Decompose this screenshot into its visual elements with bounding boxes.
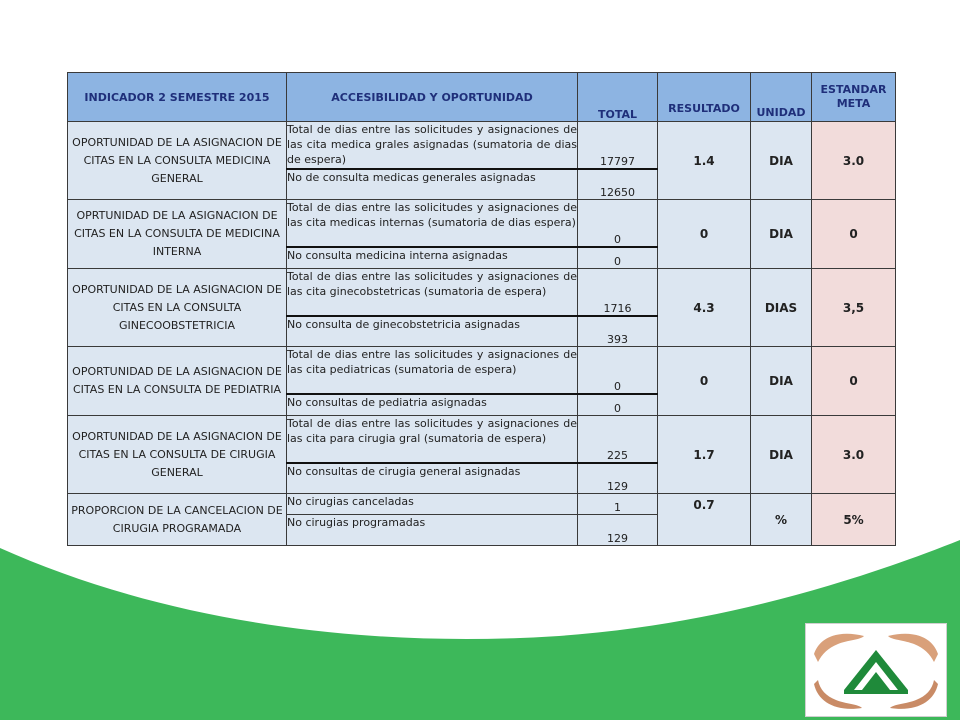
- numerator-text: Total de dias entre las solicitudes y asignaciones de las cita pediatricas (sumatoria de espera): [287, 348, 577, 376]
- hands-house-logo-icon: [806, 624, 946, 716]
- indicator-name: OPORTUNIDAD DE LA ASIGNACION DE CITAS EN LA CONSULTA MEDICINA GENERAL: [68, 122, 287, 200]
- indicator-name: OPRTUNIDAD DE LA ASIGNACION DE CITAS EN LA CONSULTA DE MEDICINA INTERNA: [68, 200, 287, 269]
- total-denominator: 0: [578, 247, 658, 269]
- resultado-value: 0: [658, 200, 751, 269]
- total-numerator: 0: [578, 347, 658, 394]
- indicator-denominator-desc: No cirugias programadas: [287, 515, 578, 546]
- table-header-row: [68, 73, 896, 122]
- indicator-name: PROPORCION DE LA CANCELACION DE CIRUGIA PROGRAMADA: [68, 494, 287, 546]
- indicator-denominator-desc: No consultas de cirugia general asignadas: [287, 463, 578, 494]
- indicator-denominator-desc: No consulta de ginecobstetricia asignadas: [287, 316, 578, 347]
- indicators-table: [67, 72, 896, 546]
- indicator-numerator-desc: [287, 122, 578, 169]
- table-row: [68, 494, 896, 515]
- meta-value: 3.0: [812, 416, 896, 494]
- indicator-numerator-desc: [287, 416, 578, 463]
- resultado-value: 0.7: [658, 494, 751, 546]
- total-numerator: 0: [578, 200, 658, 247]
- header-unidad: UNIDAD: [751, 73, 812, 122]
- indicator-denominator-desc: No consulta medicina interna asignadas: [287, 247, 578, 269]
- indicator-name: OPORTUNIDAD DE LA ASIGNACION DE CITAS EN LA CONSULTA DE PEDIATRIA: [68, 347, 287, 416]
- unidad-value: DIA: [751, 416, 812, 494]
- indicator-numerator-desc: No cirugias canceladas: [287, 494, 578, 515]
- header-accesibilidad: ACCESIBILIDAD Y OPORTUNIDAD: [287, 73, 578, 122]
- total-denominator: 129: [578, 463, 658, 494]
- numerator-text: Total de dias entre las solicitudes y asignaciones de las cita medicas internas (sumatoria de dias espera): [287, 201, 577, 229]
- table-row: [68, 347, 896, 394]
- total-denominator: 0: [578, 394, 658, 416]
- resultado-value: 0: [658, 347, 751, 416]
- numerator-text: Total de dias entre las solicitudes y asignaciones de las cita ginecobstetricas (sumatoria de espera): [287, 270, 577, 298]
- numerator-text: Total de dias entre las solicitudes y asignaciones de las cita para cirugia gral (sumatoria de espera): [287, 417, 577, 445]
- indicator-numerator-desc: [287, 269, 578, 316]
- indicator-denominator-desc: No consultas de pediatria asignadas: [287, 394, 578, 416]
- numerator-text: Total de dias entre las solicitudes y asignaciones de las cita medica grales asignadas (sumatoria de dias de espera): [287, 123, 577, 166]
- meta-value: 3,5: [812, 269, 896, 347]
- indicator-name: OPORTUNIDAD DE LA ASIGNACION DE CITAS EN LA CONSULTA DE CIRUGIA GENERAL: [68, 416, 287, 494]
- header-indicador: INDICADOR 2 SEMESTRE 2015: [68, 73, 287, 122]
- total-numerator: 225: [578, 416, 658, 463]
- unidad-value: DIA: [751, 200, 812, 269]
- indicator-name: OPORTUNIDAD DE LA ASIGNACION DE CITAS EN LA CONSULTA GINECOOBSTETRICIA: [68, 269, 287, 347]
- total-denominator: 12650: [578, 169, 658, 200]
- meta-value: 0: [812, 347, 896, 416]
- header-meta-label: META: [836, 97, 871, 110]
- table-row: [68, 122, 896, 169]
- meta-value: 0: [812, 200, 896, 269]
- header-total: TOTAL: [578, 73, 658, 122]
- indicator-numerator-desc: [287, 347, 578, 394]
- hospital-logo: [805, 623, 947, 717]
- unidad-value: DIAS: [751, 269, 812, 347]
- unidad-value: DIA: [751, 347, 812, 416]
- table-row: [68, 416, 896, 463]
- resultado-value: 1.4: [658, 122, 751, 200]
- resultado-value: 4.3: [658, 269, 751, 347]
- indicator-numerator-desc: [287, 200, 578, 247]
- indicator-denominator-desc: No de consulta medicas generales asignadas: [287, 169, 578, 200]
- unidad-value: DIA: [751, 122, 812, 200]
- header-estandar-label: ESTANDAR: [820, 82, 887, 96]
- unidad-value: %: [751, 494, 812, 546]
- table-row: [68, 269, 896, 316]
- meta-value: 5%: [812, 494, 896, 546]
- total-numerator: 1716: [578, 269, 658, 316]
- total-denominator: 393: [578, 316, 658, 347]
- total-numerator: 1: [578, 494, 658, 515]
- total-numerator: 17797: [578, 122, 658, 169]
- header-estandar-meta: [812, 73, 896, 122]
- header-resultado: RESULTADO: [658, 73, 751, 122]
- table-row: [68, 200, 896, 247]
- meta-value: 3.0: [812, 122, 896, 200]
- resultado-value: 1.7: [658, 416, 751, 494]
- total-denominator: 129: [578, 515, 658, 546]
